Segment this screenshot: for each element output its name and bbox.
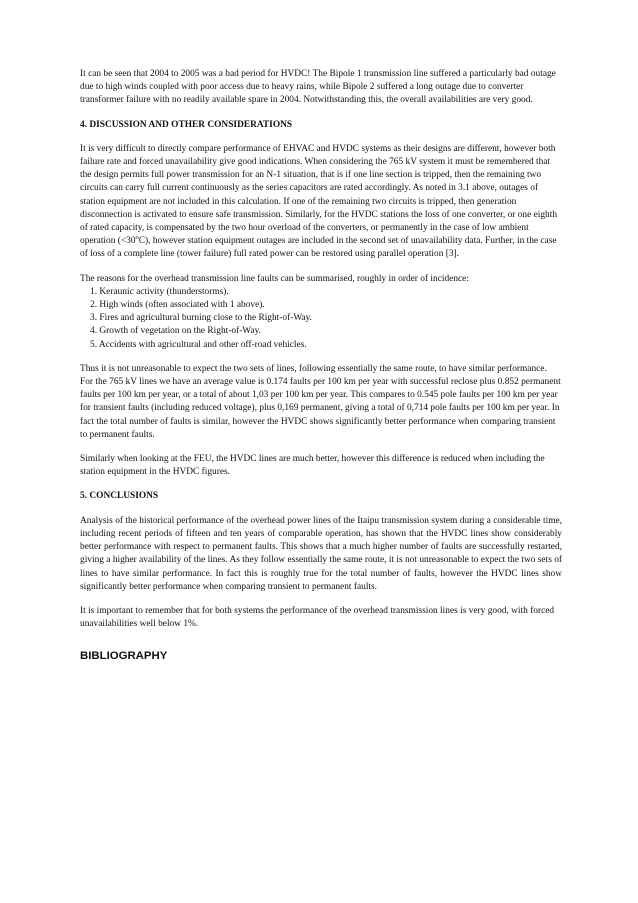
degree-superscript: o bbox=[135, 234, 139, 242]
section-5-heading: 5. CONCLUSIONS bbox=[80, 491, 159, 502]
list-item: 1. Keraunic activity (thunderstorms). bbox=[90, 286, 229, 297]
list-item: 4. Growth of vegetation on the Right-of-Way. bbox=[90, 326, 261, 337]
section-4-paragraph-1-text-b: C), however station equipment outages are included in the second set of unavailability data. Further, in the case of loss of a complete line (tower failure) full rated power can be restored using parallel operation [3]. bbox=[80, 236, 557, 260]
reasons-list bbox=[80, 286, 562, 352]
section-4-paragraph-1 bbox=[80, 143, 562, 262]
bibliography-heading: BIBLIOGRAPHY bbox=[80, 650, 168, 663]
reasons-intro: The reasons for the overhead transmission line faults can be summarised, roughly in order of incidence: bbox=[80, 273, 469, 284]
intro-paragraph: It can be seen that 2004 to 2005 was a bad period for HVDC! The Bipole 1 transmission line suffered a particularly bad outage due to high winds coupled with poor access due to heavy rains, while Bipole 2 suffered a long outage due to converter transformer failure with no readily available spare in 2004. Notwithstanding this, the overall availabilities are very good. bbox=[80, 69, 556, 106]
section-4-paragraph-3: Similarly when looking at the FEU, the HVDC lines are much better, however this difference is reduced when including the station equipment in the HVDC figures. bbox=[80, 454, 545, 478]
list-item: 5. Accidents with agricultural and other off-road vehicles. bbox=[90, 339, 307, 350]
list-item: 2. High winds (often associated with 1 above). bbox=[90, 300, 265, 311]
section-5-paragraph-2: It is important to remember that for both systems the performance of the overhead transmission lines is very good, with forced unavailabilities well below 1%. bbox=[80, 605, 555, 630]
section-4-paragraph-2: Thus it is not unreasonable to expect the two sets of lines, following essentially the same route, to have similar performance. For the 765 kV lines we have an average value is 0.174 faults per 100 km per year with successful reclose plus 0.852 permanent faults per 100 km per year, or a total of about 1,03 per 100 km per year. This compares to 0.545 pole faults per 100 km per year for transient faults (including reduced voltage), plus 0,169 permanent, giving a total of 0,714 pole faults per 100 km per year. In fact the total number of faults is similar, however the HVDC shows significantly better performance when comparing transient to permanent faults. bbox=[80, 363, 561, 440]
section-5-paragraph-1: Analysis of the historical performance of the overhead power lines of the Itaipu transmission system during a considerable time, including recent periods of fifteen and ten years of comparable operation, has shown that the HVDC lines show considerably better performance with respect to permanent faults. This shows that a much higher number of faults are successfully restarted, giving a higher availability of the lines. As they follow essentially the same route, it is not unreasonable to expect the two sets of lines to have similar performance. In fact this is roughly true for the total number of faults, however the HVDC lines show significantly better performance when comparing transient to permanent faults. bbox=[80, 515, 562, 592]
document-page bbox=[80, 68, 562, 663]
section-4-heading: 4. DISCUSSION AND OTHER CONSIDERATIONS bbox=[80, 119, 293, 130]
section-4-paragraph-1-text-a: It is very difficult to directly compare performance of EHVAC and HVDC systems as their designs are different, however both failure rate and forced unavailability give good indications. When considering the 765 kV system it must be remembered that the design permits full power transmission for an N-1 situation, that is if one line section is tripped, then the remaining two circuits can carry full current continuously as the series capacitors are rated accordingly. As noted in 3.1 above, outages of station equipment are not included in this calculation. If one of the remaining two circuits is tripped, then generation disconnection is activated to ensure safe transmission. Similarly, for the HVDC stations the loss of one converter, or one eighth of rated capacity, is compensated by the two hour overload of the converters, or permanently in the case of low ambient operation (<30 bbox=[80, 143, 558, 247]
list-item: 3. Fires and agricultural burning close to the Right-of-Way. bbox=[90, 313, 313, 324]
